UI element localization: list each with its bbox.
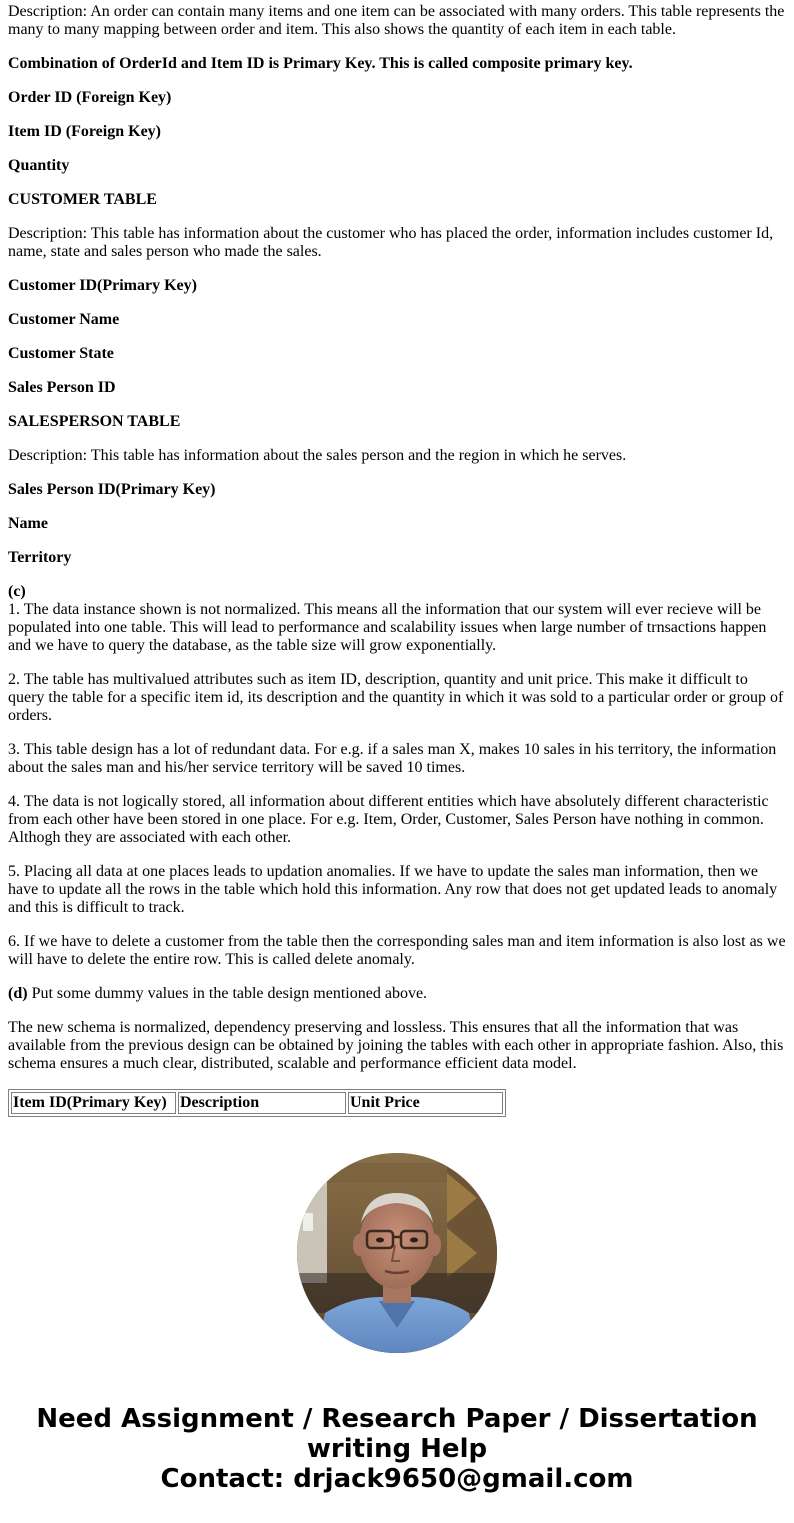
item-table bbox=[8, 1089, 506, 1117]
salesperson-field-territory: Territory bbox=[8, 549, 72, 566]
customer-field-id: Customer ID(Primary Key) bbox=[8, 277, 197, 294]
avatar bbox=[297, 1153, 497, 1353]
part-c-point-2: 2. The table has multivalued attributes such as item ID, description, quantity and unit price. This make it difficult to query the table for a specific item id, its description and the quantity in which it was sold to a particular order or group of orders. bbox=[8, 671, 784, 724]
item-table-header-description: Description bbox=[178, 1092, 346, 1114]
order-item-field-quantity: Quantity bbox=[8, 157, 70, 174]
order-item-field-item-id: Item ID (Foreign Key) bbox=[8, 123, 161, 140]
portrait-image bbox=[297, 1153, 497, 1353]
item-table-header-item-id: Item ID(Primary Key) bbox=[11, 1092, 176, 1114]
item-table-header-row bbox=[11, 1092, 503, 1114]
part-c-point-3: 3. This table design has a lot of redundant data. For e.g. if a sales man X, makes 10 sales in his territory, the information about the sales man and his/her service territory will be saved 10 times. bbox=[8, 741, 777, 776]
customer-table-title: CUSTOMER TABLE bbox=[8, 191, 157, 208]
part-c-label: (c) bbox=[8, 583, 26, 600]
composite-key-note: Combination of OrderId and Item ID is Primary Key. This is called composite primary key. bbox=[8, 55, 633, 72]
customer-field-name: Customer Name bbox=[8, 311, 120, 328]
part-c-point-4: 4. The data is not logically stored, all information about different entities which have absolutely different characteristic from each other have been stored in one place. For e.g. Item, Order, Customer, Sales Person have nothing in common. Althogh they are associated with each other. bbox=[8, 793, 769, 846]
part-d-label: (d) bbox=[8, 985, 28, 1002]
order-item-field-order-id: Order ID (Foreign Key) bbox=[8, 89, 172, 106]
part-c-point-6: 6. If we have to delete a customer from the table then the corresponding sales man and item information is also lost as we will have to delete the entire row. This is called delete anomaly. bbox=[8, 933, 786, 968]
footer-contact: Contact: drjack9650@gmail.com bbox=[160, 1464, 634, 1494]
customer-field-state: Customer State bbox=[8, 345, 114, 362]
schema-summary: The new schema is normalized, dependency preserving and lossless. This ensures that all the information that was available from the previous design can be obtained by joining the tables with each other in appropriate fashion. Also, this schema ensures a much clear, distributed, scalable and performance efficient data model. bbox=[8, 1019, 784, 1072]
footer-line-2: writing Help bbox=[306, 1434, 488, 1464]
footer-banner bbox=[0, 1404, 794, 1494]
salesperson-field-name: Name bbox=[8, 515, 48, 532]
part-c-point-1: 1. The data instance shown is not normalized. This means all the information that our system will ever recieve will be populated into one table. This will lead to performance and scalability issues when large number of trnsactions happen and we have to query the database, as the table size will grow exponentially. bbox=[8, 601, 767, 654]
salesperson-table-title: SALESPERSON TABLE bbox=[8, 413, 181, 430]
order-item-description: Description: An order can contain many items and one item can be associated with many orders. This table represents the many to many mapping between order and item. This also shows the quantity of each item in each table. bbox=[8, 3, 785, 38]
salesperson-field-id: Sales Person ID(Primary Key) bbox=[8, 481, 216, 498]
part-c-point-5: 5. Placing all data at one places leads to updation anomalies. If we have to update the sales man information, then we have to update all the rows in the table which hold this information. Any row that does not get updated leads to anomaly and this is difficult to track. bbox=[8, 863, 778, 916]
part-c-section bbox=[8, 583, 786, 655]
item-table-header-unit-price: Unit Price bbox=[348, 1092, 503, 1114]
footer-line-1: Need Assignment / Research Paper / Dissertation bbox=[36, 1404, 758, 1434]
customer-field-sales-person-id: Sales Person ID bbox=[8, 379, 116, 396]
part-d-text: Put some dummy values in the table design mentioned above. bbox=[27, 985, 428, 1002]
part-d-section bbox=[8, 985, 786, 1003]
salesperson-table-description: Description: This table has information about the sales person and the region in which he serves. bbox=[8, 447, 627, 464]
customer-table-description: Description: This table has information about the customer who has placed the order, information includes customer Id, name, state and sales person who made the sales. bbox=[8, 225, 774, 260]
author-photo bbox=[297, 1153, 497, 1353]
